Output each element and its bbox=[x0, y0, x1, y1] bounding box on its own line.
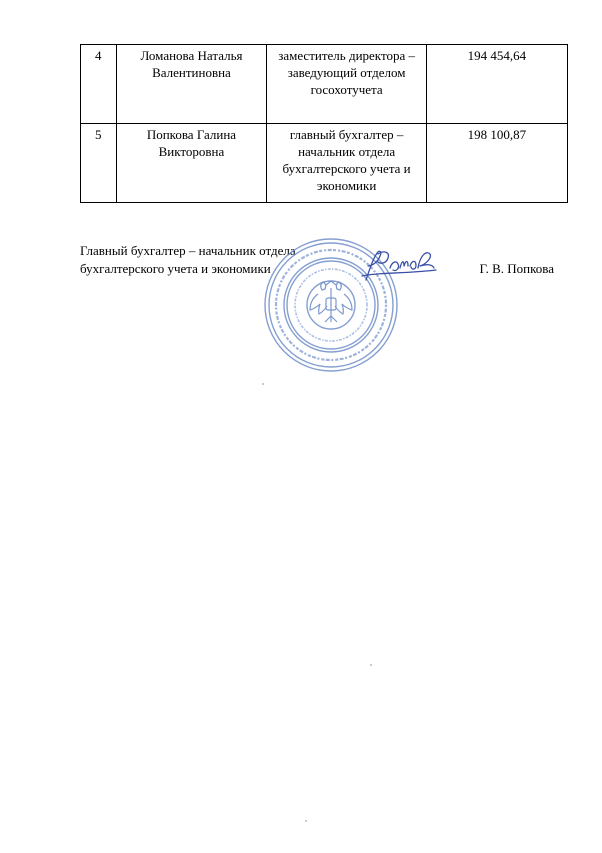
employee-name: Попкова Галина Викторовна bbox=[116, 124, 267, 203]
row-number: 4 bbox=[81, 45, 117, 124]
employee-position: заместитель директора – заведующий отделом госохотучета bbox=[267, 45, 426, 124]
row-number: 5 bbox=[81, 124, 117, 203]
salary-table bbox=[80, 44, 568, 203]
employee-position: главный бухгалтер – начальник отдела бухгалтерского учета и экономики bbox=[267, 124, 426, 203]
scan-speck bbox=[370, 664, 372, 666]
scan-speck bbox=[262, 383, 264, 385]
handwritten-signature-icon bbox=[360, 246, 440, 286]
salary-amount: 198 100,87 bbox=[426, 124, 567, 203]
signer-title-line-1: Главный бухгалтер – начальник отдела bbox=[80, 243, 296, 258]
signer-title-line-2: бухгалтерского учета и экономики bbox=[80, 261, 271, 276]
signer-name: Г. В. Попкова bbox=[479, 261, 554, 276]
employee-name: Ломанова Наталья Валентиновна bbox=[116, 45, 267, 124]
salary-amount: 194 454,64 bbox=[426, 45, 567, 124]
scan-speck bbox=[305, 820, 307, 822]
table-row bbox=[81, 45, 568, 124]
table-row bbox=[81, 124, 568, 203]
